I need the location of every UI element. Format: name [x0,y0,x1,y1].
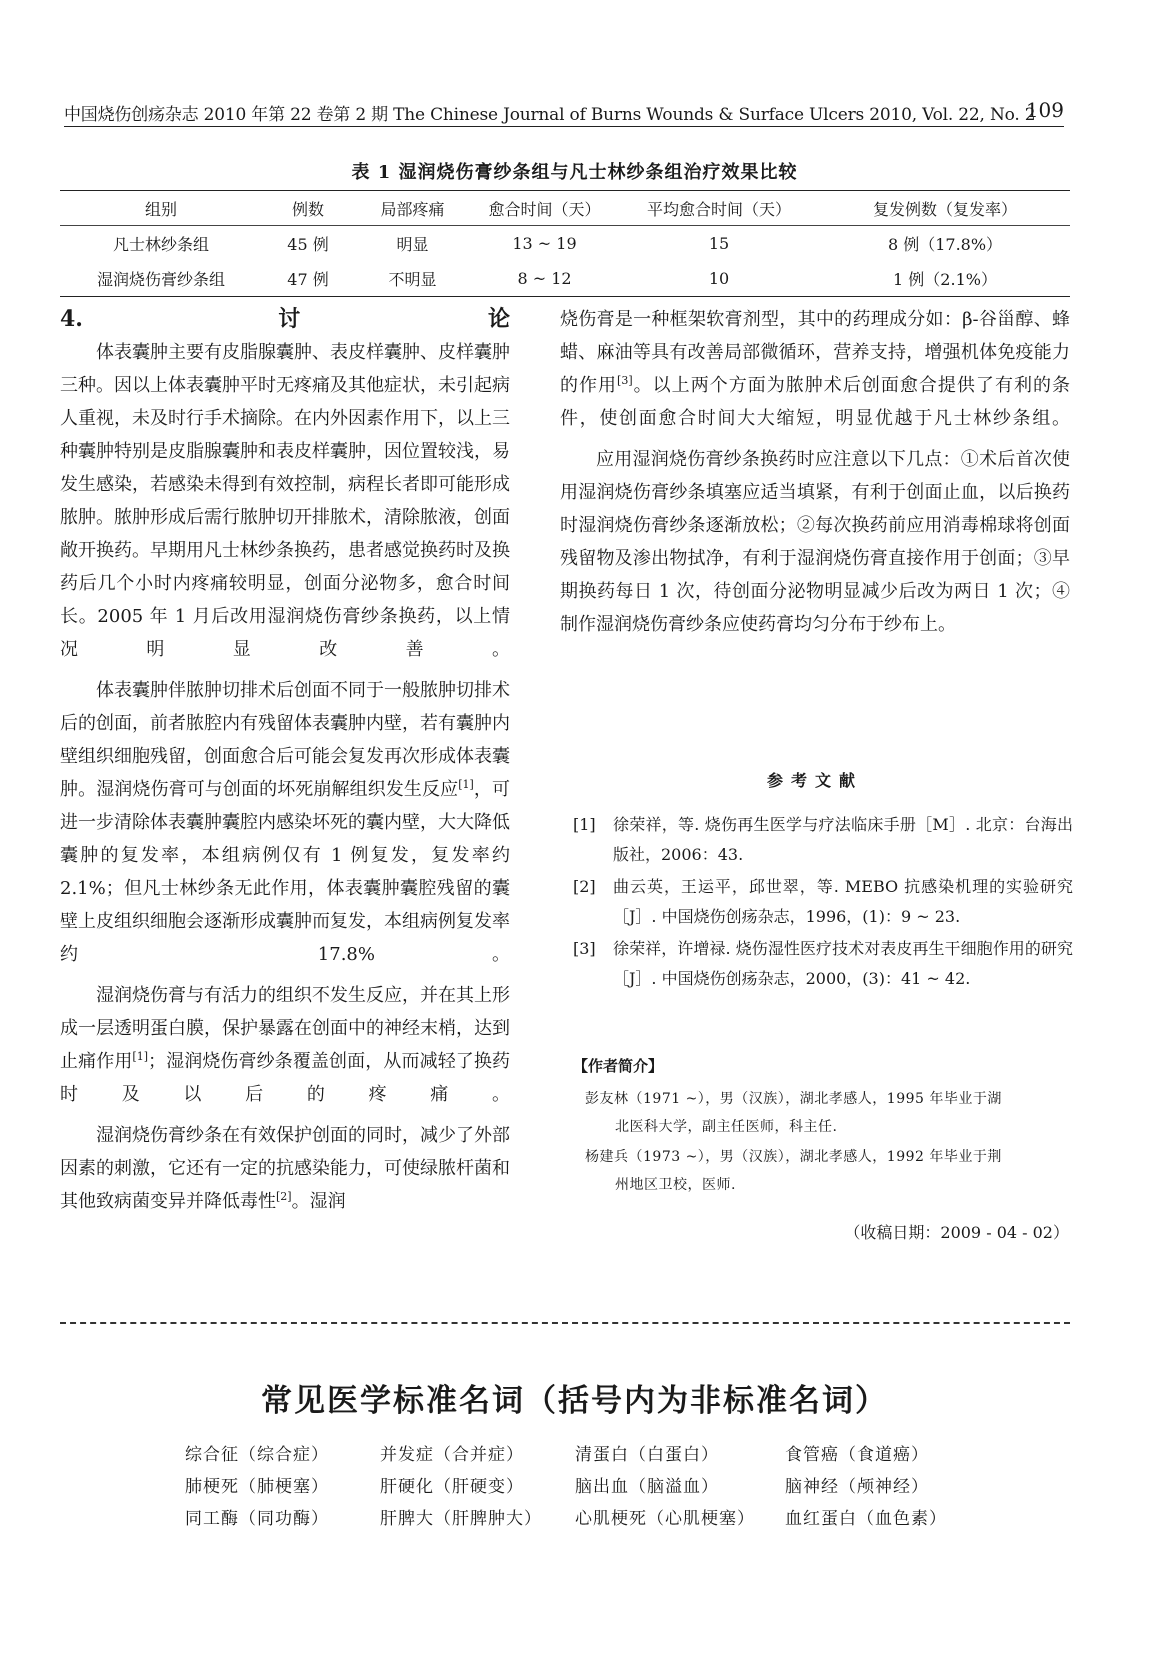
term-item: 脑出血（脑溢血） [575,1477,719,1497]
terms-grid [185,1443,965,1531]
author-line: 州地区卫校，医师. [615,1177,736,1193]
column-header: 例数 [262,191,354,226]
discussion-paragraph-4 [60,1119,510,1218]
table-cell: 8 例（17.8%） [887,235,1003,254]
term-item: 并发症（合并症） [380,1445,524,1465]
column-header: 平均愈合时间（天） [618,191,820,226]
table-cell: 13 ~ 19 [512,234,577,253]
reference-item [573,810,1073,870]
reference-item [573,934,1073,994]
table-cell: 1 例（2.1%） [820,261,1070,297]
table-row [60,261,1070,297]
author-info-heading: 【作者简介】 [573,1057,664,1075]
author-entry [585,1085,1065,1141]
table-cell: 45 例 [287,235,329,254]
section-divider [60,1322,1070,1324]
right-column [560,303,1070,641]
author-line: 北医科大学，副主任医师，科主任. [615,1119,838,1135]
reference-text: 曲云英，王运平，邱世翠，等. MEBO 抗感染机理的实验研究［J］. 中国烧伤创疡杂志，1996，(1)：9 ~ 23. [613,877,1073,926]
term-item: 综合征（综合症） [185,1445,329,1465]
terms-title: 常见医学标准名词（括号内为非标准名词） [261,1383,888,1419]
table-cell: 湿润烧伤膏纱条组 [60,261,262,297]
discussion-paragraph-2 [60,674,510,971]
discussion-paragraph-1: 体表囊肿主要有皮脂腺囊肿、表皮样囊肿、皮样囊肿三种。因以上体表囊肿平时无疼痛及其他症状，未引起病人重视，未及时行手术摘除。在内外因素作用下，以上三种囊肿特别是皮脂腺囊肿和表皮样囊肿，因位置较浅，易发生感染，若感染未得到有效控制，病程长者即可能形成脓肿。脓肿形成后需行脓肿切开排脓术，清除脓液，创面敞开换药。早期用凡士林纱条换药，患者感觉换药时及换药后几个小时内疼痛较明显，创面分泌物多，愈合时间长。2005 年 1 月后改用湿润烧伤膏纱条换药，以上情况明显改善。 [60,342,510,660]
author-line: 彭友林（1971 ~），男（汉族），湖北孝感人，1995 年毕业于湖 [585,1091,1002,1107]
column-header: 局部疼痛 [354,191,471,226]
term-item: 肝硬化（肝硬变） [380,1477,524,1497]
column-header: 复发例数（复发率） [820,191,1070,226]
table-cell: 明显 [396,235,429,254]
term-item: 脑神经（颅神经） [785,1477,929,1497]
citation-marker: [1] [458,778,474,791]
paragraph-text: 。以上两个方面为脓肿术后创面愈合提供了有利的条件，使创面愈合时间大大缩短，明显优越于凡士林纱条组。 [560,375,1070,429]
reference-text: 徐荣祥，许增禄. 烧伤湿性医疗技术对表皮再生干细胞作用的研究［J］. 中国烧伤创疡杂志，2000，(3)：41 ~ 42. [613,939,1073,988]
table-title: 表 1 湿润烧伤膏纱条组与凡士林纱条组治疗效果比较 [351,162,798,183]
discussion-paragraph-5 [560,303,1070,435]
reference-number: [2] [573,877,596,896]
table-cell: 不明显 [354,261,471,297]
received-date: （收稿日期：2009 - 04 - 02） [844,1223,1069,1242]
references-title: 参考文献 [766,771,863,790]
reference-item [573,872,1073,932]
term-item: 心肌梗死（心肌梗塞） [575,1509,755,1529]
table-header-row [60,191,1070,226]
discussion-paragraph-6: 应用湿润烧伤膏纱条换药时应注意以下几点：①术后首次使用湿润烧伤膏纱条填塞应适当填紧，有利于创面止血，以后换药时湿润烧伤膏纱条逐渐放松；②每次换药前应用消毒棉球将创面残留物及渗出物拭净，有利于湿润烧伤膏直接作用于创面；③早期换药每日 1 次，待创面分泌物明显减少后改为两日 1 次；④制作湿润烧伤膏纱条应使药膏均匀分布于纱布上。 [560,449,1070,635]
section-heading: 4. 讨论 [60,306,510,332]
journal-citation: 中国烧伤创疡杂志 2010 年第 22 卷第 2 期 The Chinese Journal of Burns Wounds & Surface Ulcers 2010, Vol. 22, No. 2 [64,105,1036,125]
page-number: 109 [1025,98,1064,122]
term-item: 肝脾大（肝脾肿大） [380,1509,542,1529]
table-cell: 15 [708,234,730,253]
reference-number: [3] [573,939,596,958]
table-cell: 8 ~ 12 [471,261,618,297]
term-item: 同工酶（同功酶） [185,1509,329,1529]
running-header [64,98,1064,127]
table-cell: 凡士林纱条组 [112,235,209,254]
author-line: 杨建兵（1973 ~），男（汉族），湖北孝感人，1992 年毕业于荆 [585,1149,1002,1165]
column-header: 组别 [60,191,262,226]
citation-marker: [2] [276,1190,292,1203]
paragraph-text: 。湿润 [291,1191,346,1212]
term-item: 清蛋白（白蛋白） [575,1445,719,1465]
paragraph-text: 湿润烧伤膏纱条在有效保护创面的同时，减少了外部因素的刺激，它还有一定的抗感染能力，可使绿脓杆菌和其他致病菌变异并降低毒性 [60,1125,510,1212]
citation-marker: [3] [617,374,633,387]
paragraph-text: 湿润烧伤膏与有活力的组织不发生反应，并在其上形成一层透明蛋白膜，保护暴露在创面中的神经末梢，达到止痛作用 [60,985,510,1072]
term-item: 肺梗死（肺梗塞） [185,1477,329,1497]
column-header: 愈合时间（天） [471,191,618,226]
reference-text: 徐荣祥，等. 烧伤再生医学与疗法临床手册［M］. 北京：台海出版社，2006：43. [613,815,1073,864]
reference-number: [1] [573,815,596,834]
left-column [60,303,510,1218]
term-item: 食管癌（食道癌） [785,1445,929,1465]
paragraph-text: ；湿润烧伤膏纱条覆盖创面，从而减轻了换药时及以后的疼痛。 [60,1051,511,1105]
results-table [60,190,1070,297]
table-cell: 47 例 [262,261,354,297]
paragraph-text: ，可进一步清除体表囊肿囊腔内感染坏死的囊内壁，大大降低囊肿的复发率，本组病例仅有 1 例复发，复发率约 2.1%；但凡士林纱条无此作用，体表囊肿囊腔残留的囊壁上皮组织细胞会逐渐形成囊肿而复发，本组病例复发率约 17.8%。 [60,779,511,965]
citation-marker: [1] [132,1050,149,1063]
table-row [60,226,1070,262]
paragraph-text: 体表囊肿伴脓肿切排术后创面不同于一般脓肿切排术后的创面，前者脓腔内有残留体表囊肿内壁，若有囊肿内壁组织细胞残留，创面愈合后可能会复发再次形成体表囊肿。湿润烧伤膏可与创面的坏死崩解组织发生反应 [60,680,510,800]
table-cell: 10 [618,261,820,297]
term-item: 血红蛋白（血色素） [785,1509,947,1529]
paragraph-text: 烧伤膏是一种框架软膏剂型，其中的药理成分如：β-谷甾醇、蜂蜡、麻油等具有改善局部微循环，营养支持，增强机体免疫能力的作用 [560,309,1070,396]
author-entry [585,1143,1065,1199]
discussion-paragraph-3 [60,979,510,1111]
